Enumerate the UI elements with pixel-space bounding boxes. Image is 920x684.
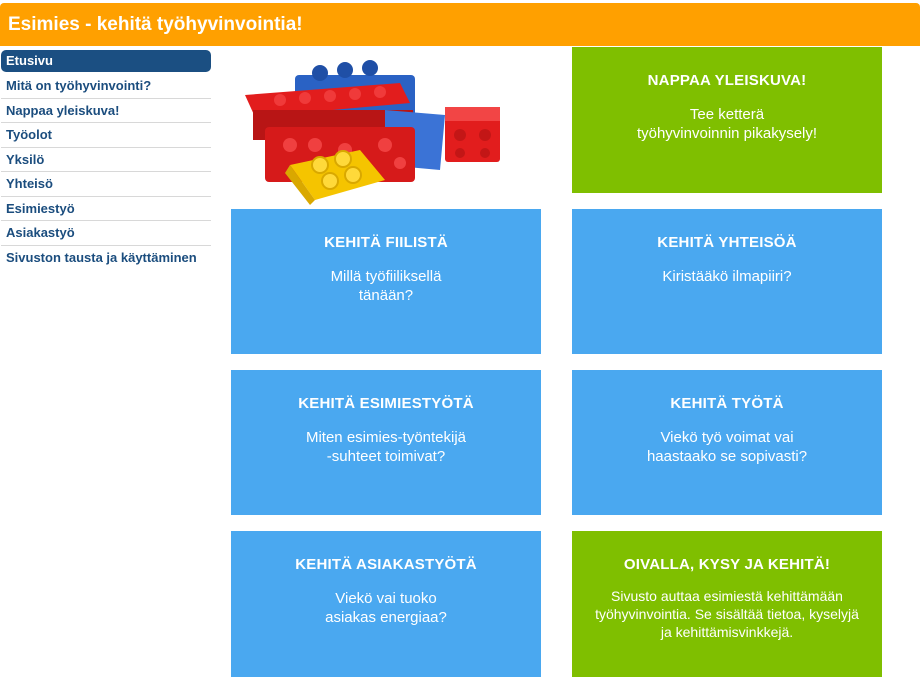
tile-title: NAPPAA YLEISKUVA! [647,72,807,89]
sidebar-item-yksilo[interactable]: Yksilö [1,148,211,173]
lego-bricks-image [235,55,510,205]
tile-kehita-asiakastyota[interactable] [231,531,541,677]
tile-title: KEHITÄ TYÖTÄ [670,395,784,412]
tile-title: KEHITÄ YHTEISÖÄ [657,234,797,251]
site-title: Esimies - kehitä työhyvinvointia! [8,14,303,35]
tile-title: KEHITÄ ASIAKASTYÖTÄ [295,556,477,573]
tile-title: KEHITÄ ESIMIESTYÖTÄ [298,395,474,412]
sidebar-item-etusivu[interactable]: Etusivu [1,50,211,72]
tile-title: KEHITÄ FIILISTÄ [324,234,448,251]
tile-text: Miten esimies-työntekijä -suhteet toimivat? [305,429,467,465]
tile-kehita-tyota[interactable] [572,370,882,515]
tile-kehita-yhteisoa[interactable] [572,209,882,354]
sidebar-item-asiakastyo[interactable]: Asiakastyö [1,221,211,246]
tile-text: Viekö työ voimat vai haastaako se sopivasti? [646,429,808,465]
sidebar-item-yhteiso[interactable]: Yhteisö [1,172,211,197]
tile-kehita-fiilista[interactable] [231,209,541,354]
sidebar-item-tyoolot[interactable]: Työolot [1,123,211,148]
tile-text: Sivusto auttaa esimiestä kehittämään työhyvinvointia. Se sisältää tietoa, kyselyjä ja kehittämisvinkkejä. [595,588,859,640]
tile-text: Kiristääkö ilmapiiri? [662,268,792,285]
tile-text: Viekö vai tuoko asiakas energiaa? [325,590,447,626]
tile-nappaa-yleiskuva[interactable] [572,47,882,193]
sidebar-item-esimiestyo[interactable]: Esimiestyö [1,197,211,222]
tile-oivalla-kysy-kehita[interactable] [572,531,882,677]
site-header [0,3,920,46]
sidebar-item-tyohyvinvointi[interactable]: Mitä on työhyvinvointi? [1,74,211,99]
tile-text: Tee ketterä työhyvinvoinnin pikakysely! [636,106,818,142]
tile-text: Millä työfiiliksellä tänään? [330,268,442,304]
tile-kehita-esimiestyota[interactable] [231,370,541,515]
tile-title: OIVALLA, KYSY JA KEHITÄ! [623,556,831,573]
sidebar-item-tausta[interactable]: Sivuston tausta ja käyttäminen [6,249,197,265]
sidebar-item-yleiskuva[interactable]: Nappaa yleiskuva! [1,99,211,124]
sidebar-nav [1,50,211,270]
